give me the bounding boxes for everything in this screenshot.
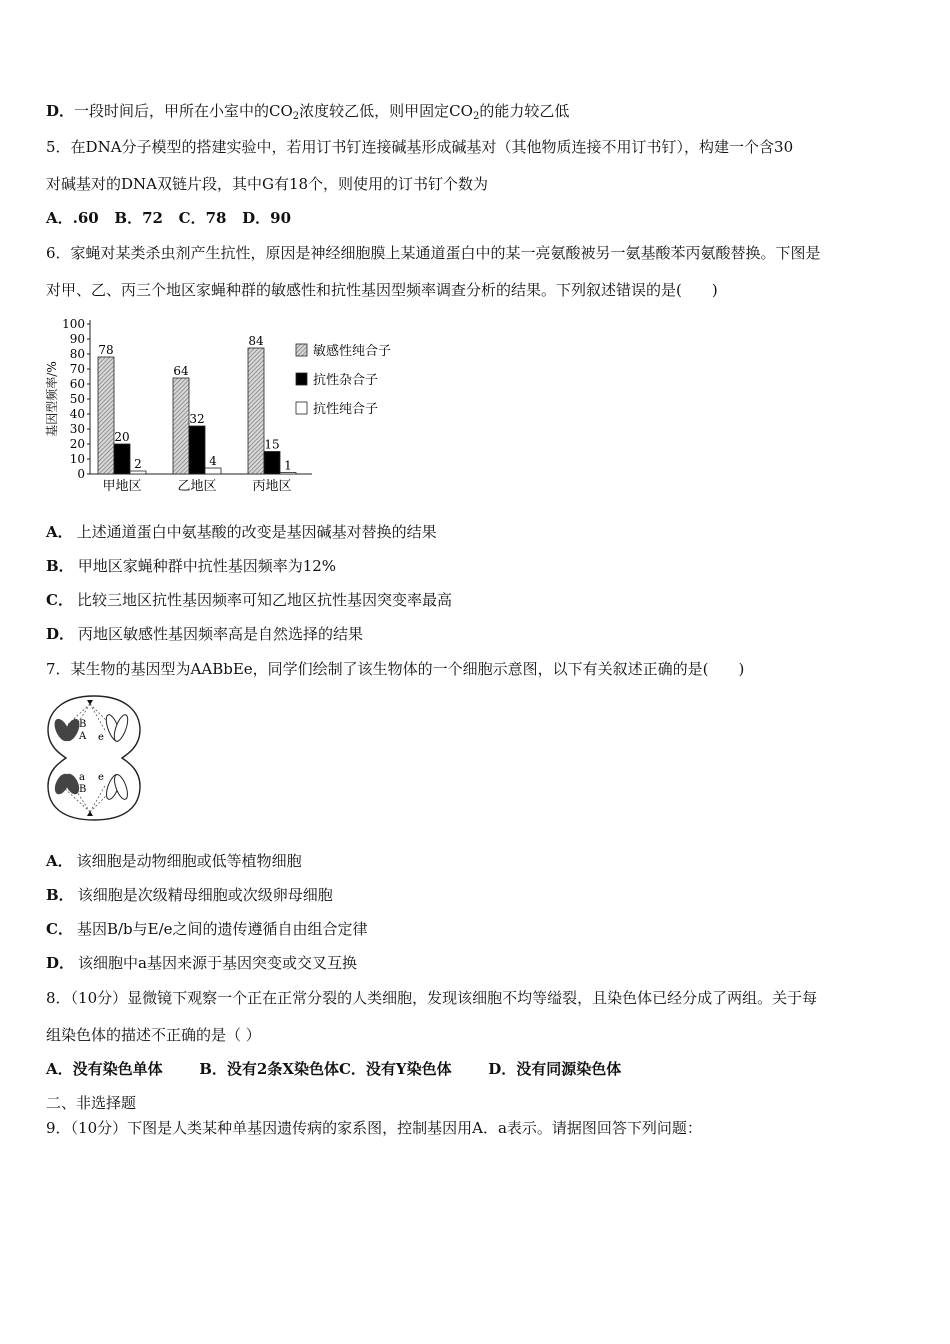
bar <box>173 378 189 474</box>
y-tick-label: 50 <box>69 392 85 406</box>
chromosome-bottom-right <box>104 773 130 801</box>
bar <box>130 471 146 474</box>
data-label: 1 <box>284 458 292 473</box>
y-tick-label: 40 <box>69 407 85 421</box>
chromosome-top-right <box>104 713 131 743</box>
q6-line2: 对甲、乙、丙三个地区家蝇种群的敏感性和抗性基因型频率调查分析的结果。下列叙述错误的是( ) <box>46 281 718 299</box>
chromosome-bottom-left <box>52 771 82 796</box>
section-title: 二、非选择题 <box>46 1094 137 1112</box>
legend-label: 敏感性纯合子 <box>313 344 392 359</box>
q6-option-b[interactable]: B． 甲地区家蝇种群中抗性基因频率为12% <box>46 557 337 575</box>
question-number: 9． <box>46 1119 71 1137</box>
chromosome-top-left <box>51 717 82 744</box>
y-axis-label: 基因型频率/% <box>45 361 59 437</box>
q7-line1: 7．某生物的基因型为AABbEe，同学们绘制了该生物体的一个细胞示意图，以下有关叙述正确的是( ) <box>46 660 745 678</box>
data-label: 15 <box>264 437 280 452</box>
legend-label: 抗性杂合子 <box>313 373 379 388</box>
gene-label: e <box>98 732 104 743</box>
bar <box>98 357 114 474</box>
q8-option-b[interactable]: B．没有2条X染色体 <box>199 1060 339 1078</box>
q6-line1: 6．家蝇对某类杀虫剂产生抗性，原因是神经细胞膜上某通道蛋白中的某一亮氨酸被另一氨基酸苯丙氨酸替换。下图是 <box>46 244 821 262</box>
centriole-top-icon <box>87 700 93 705</box>
bar <box>264 452 280 475</box>
data-label: 64 <box>173 364 189 378</box>
q6-option-a[interactable]: A． 上述通道蛋白中氨基酸的改变是基因碱基对替换的结果 <box>46 523 437 541</box>
q5-option-c[interactable]: C．78 <box>178 209 227 227</box>
y-tick-label: 70 <box>69 362 85 376</box>
centriole-bottom-icon <box>87 811 93 816</box>
q8-option-c[interactable]: C．没有Y染色体 <box>338 1060 452 1078</box>
data-label: 32 <box>189 412 205 426</box>
legend-label: 抗性纯合子 <box>313 402 379 417</box>
y-tick-label: 90 <box>69 332 85 346</box>
q8-line1: 8．（10分）显微镜下观察一个正在正常分裂的人类细胞，发现该细胞不均等缢裂，且染色体已经分成了两组。关于每 <box>46 989 818 1007</box>
data-label: 78 <box>98 343 114 357</box>
bar <box>114 444 130 474</box>
legend-swatch <box>296 373 307 385</box>
y-tick-label: 0 <box>77 467 85 481</box>
gene-label: A <box>79 731 87 742</box>
gene-label: e <box>98 772 104 783</box>
x-tick-label: 甲地区 <box>102 479 142 494</box>
question-number: 7． <box>46 660 71 678</box>
q7-option-a[interactable]: A． 该细胞是动物细胞或低等植物细胞 <box>46 852 302 870</box>
q8-option-d[interactable]: D．没有同源染色体 <box>488 1060 622 1078</box>
gene-label: B <box>79 719 87 730</box>
data-label: 20 <box>114 430 130 444</box>
data-label: 4 <box>209 454 217 468</box>
q7-option-b[interactable]: B． 该细胞是次级精母细胞或次级卵母细胞 <box>46 886 333 904</box>
q5-option-b[interactable]: B．72 <box>114 209 163 227</box>
q5-option-d[interactable]: D．90 <box>242 209 292 227</box>
q5-line2: 对碱基对的DNA双链片段，其中G有18个，则使用的订书钉个数为 <box>46 175 489 193</box>
y-tick-label: 80 <box>69 347 85 361</box>
bar <box>205 468 221 474</box>
option-label: D． <box>46 102 75 120</box>
question-score: （10分） <box>70 989 128 1007</box>
data-label: 84 <box>248 334 264 348</box>
x-tick-label: 乙地区 <box>177 479 217 494</box>
q6-option-c[interactable]: C． 比较三地区抗性基因频率可知乙地区抗性基因突变率最高 <box>46 591 452 609</box>
question-number: 6． <box>46 244 71 262</box>
q8-option-a[interactable]: A．没有染色单体 <box>46 1060 163 1078</box>
legend-swatch <box>296 402 307 414</box>
q7-option-d[interactable]: D． 该细胞中a基因来源于基因突变或交叉互换 <box>46 954 357 972</box>
y-tick-label: 10 <box>69 452 85 466</box>
bar <box>189 426 205 474</box>
cell-division-diagram <box>44 690 144 826</box>
q5-options <box>46 208 291 228</box>
option-d-prev: D．一段时间后，甲所在小室中的$CO_2$浓度较乙低，则甲固定$CO_2$的能力较乙低 <box>46 102 570 122</box>
gene-label: a <box>79 772 85 783</box>
q6-option-d[interactable]: D． 丙地区敏感性基因频率高是自然选择的结果 <box>46 625 364 643</box>
gene-label: B <box>79 784 87 795</box>
data-label: 2 <box>134 457 142 471</box>
q7-option-c[interactable]: C． 基因B/b与E/e之间的遗传遵循自由组合定律 <box>46 920 368 938</box>
y-tick-label: 30 <box>69 422 85 436</box>
question-score: （10分） <box>70 1119 128 1137</box>
bar <box>248 348 264 474</box>
genotype-frequency-bar-chart <box>44 312 404 498</box>
q8-line2: 组染色体的描述不正确的是（ ） <box>46 1026 261 1044</box>
q9-line1: 9．（10分）下图是人类某种单基因遗传病的家系图，控制基因用A．a表示。请据图回答下列问题： <box>46 1119 702 1137</box>
q5-line1: 5．在DNA分子模型的搭建实验中，若用订书钉连接碱基形成碱基对（其他物质连接不用订书钉），构建一个含30 <box>46 138 794 156</box>
bar <box>280 473 296 475</box>
q5-option-a[interactable]: A．.60 <box>46 209 99 227</box>
question-number: 5． <box>46 138 71 156</box>
y-tick-label: 60 <box>69 377 85 391</box>
legend-swatch <box>296 344 307 356</box>
question-number: 8． <box>46 989 71 1007</box>
x-tick-label: 丙地区 <box>252 479 292 494</box>
y-tick-label: 100 <box>62 317 85 331</box>
q8-options <box>46 1059 621 1079</box>
y-tick-label: 20 <box>69 437 85 451</box>
